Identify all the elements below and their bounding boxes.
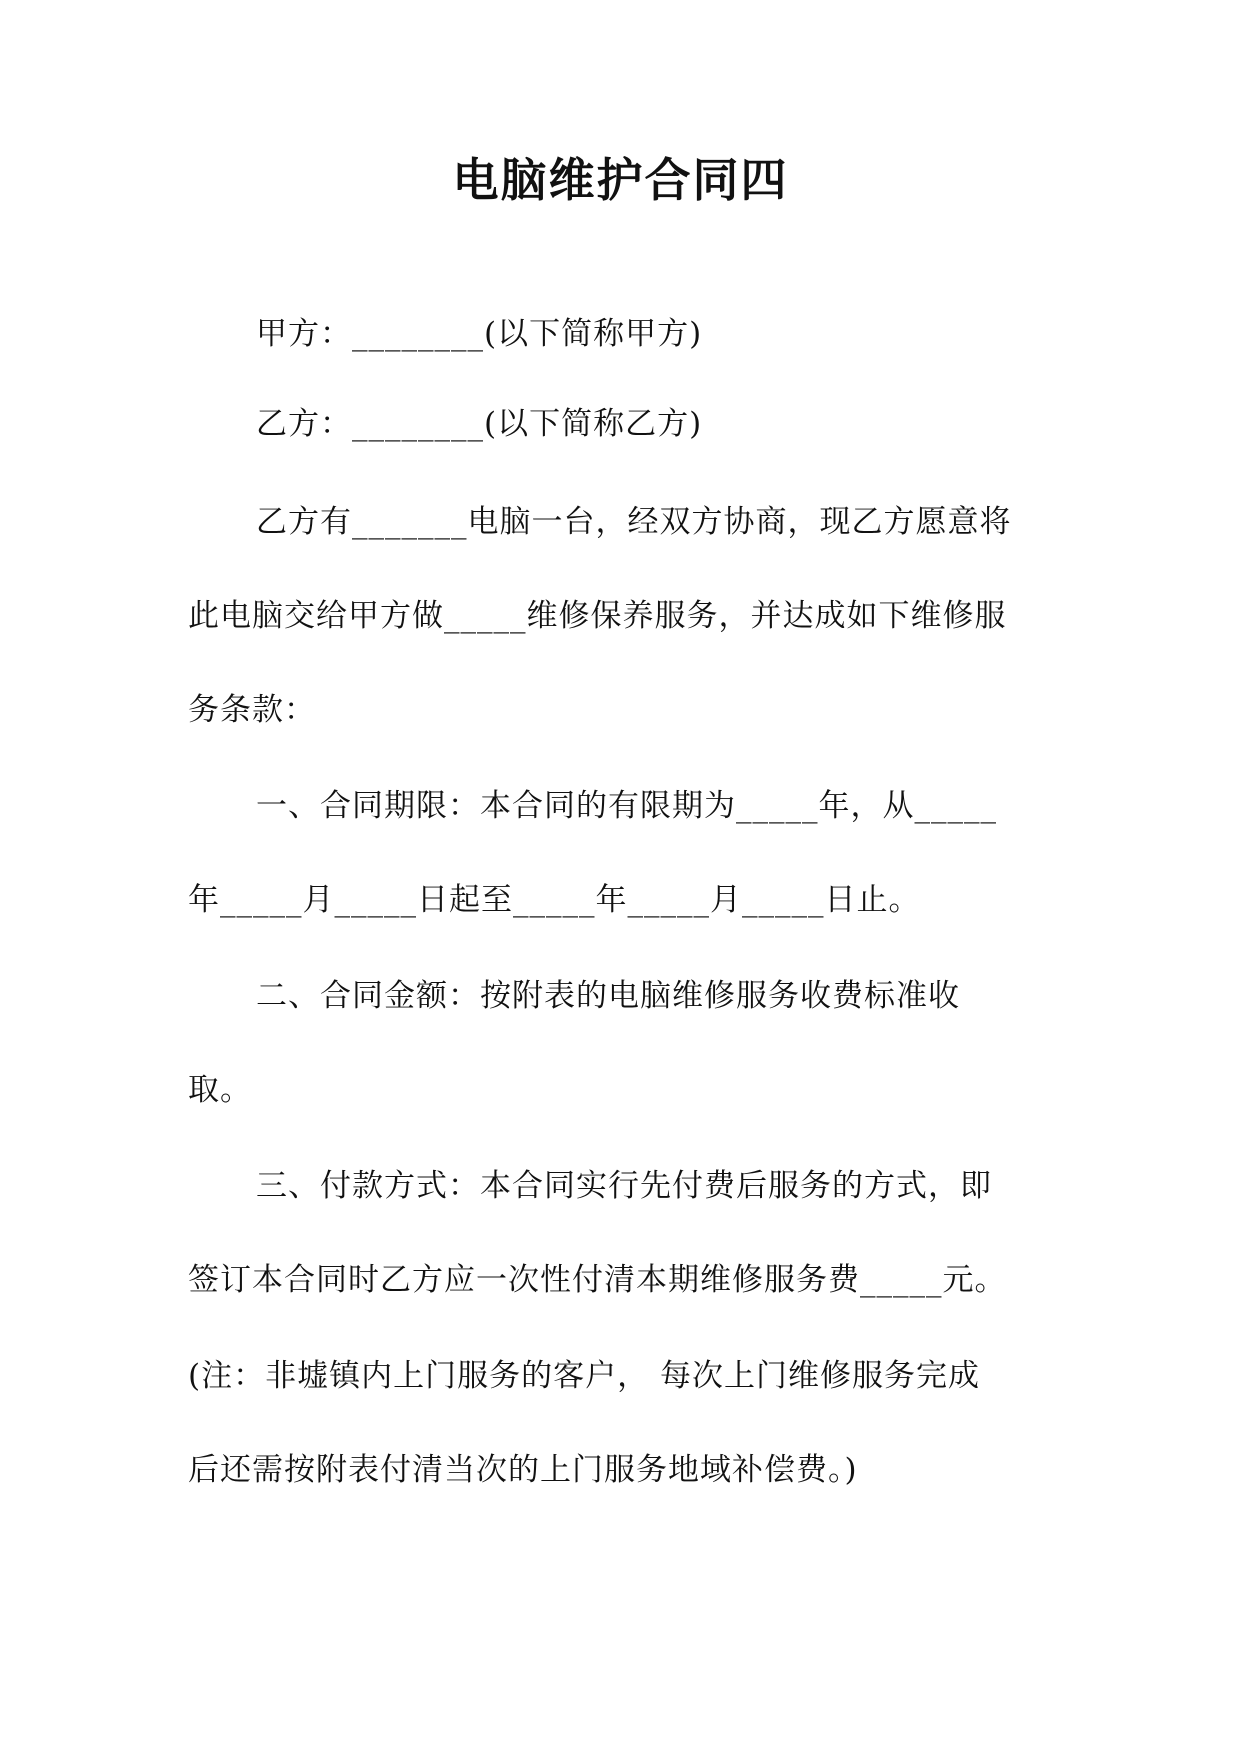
clause-3-note-line-2: 后还需按附表付清当次的上门服务地域补偿费。) [188, 1452, 858, 1488]
clause-2-line-1: 二、合同金额：按附表的电脑维修服务收费标准收 [256, 978, 960, 1014]
party-b-line: 乙方：________(以下简称乙方) [256, 406, 703, 442]
intro-paragraph-line-3: 务条款： [188, 692, 316, 728]
intro-paragraph-line-1: 乙方有_______电脑一台，经双方协商，现乙方愿意将 [256, 504, 1012, 540]
clause-2-line-2: 取。 [188, 1072, 252, 1108]
clause-1-line-2: 年_____月_____日起至_____年_____月_____日止。 [188, 882, 921, 918]
intro-paragraph-line-2: 此电脑交给甲方做_____维修保养服务，并达成如下维修服 [188, 598, 1007, 634]
party-a-line: 甲方：________(以下简称甲方) [256, 316, 703, 352]
clause-3-note-line-1: (注：非墟镇内上门服务的客户， 每次上门维修服务完成 [188, 1358, 980, 1394]
clause-1-line-1: 一、合同期限：本合同的有限期为_____年，从_____ [256, 788, 997, 824]
document-title: 电脑维护合同四 [452, 153, 789, 207]
clause-3-line-2: 签订本合同时乙方应一次性付清本期维修服务费_____元。 [188, 1262, 1007, 1298]
clause-3-line-1: 三、付款方式：本合同实行先付费后服务的方式，即 [256, 1168, 992, 1204]
